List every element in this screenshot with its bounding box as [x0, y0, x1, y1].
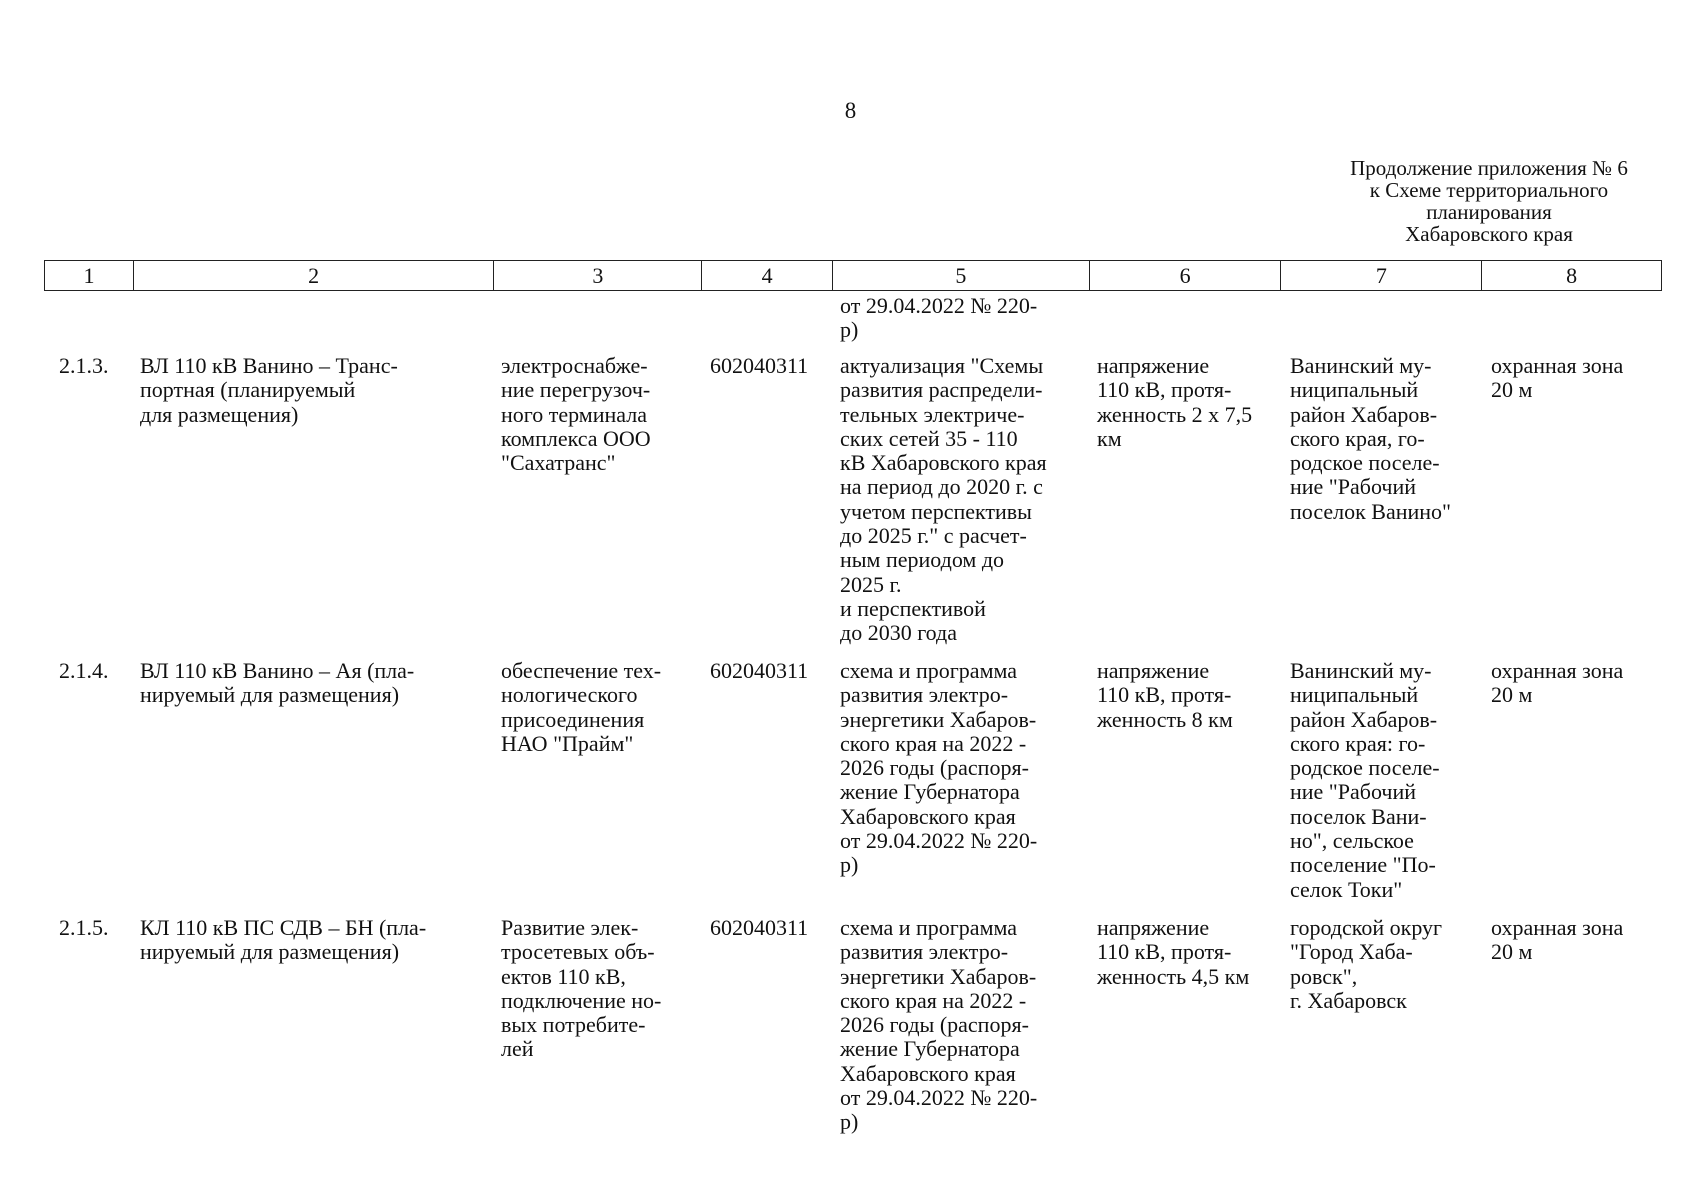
- object-characteristics: напряжение 110 кВ, протя- женность 8 км: [1097, 658, 1233, 732]
- column-header: 1: [45, 261, 134, 290]
- object-purpose: обеспечение тех- нологического присоединения НАО "Прайм": [501, 658, 662, 756]
- appendix-note: [1319, 157, 1659, 245]
- column-header: 7: [1281, 261, 1482, 290]
- continuation-text: от 29.04.2022 № 220- р): [840, 293, 1038, 343]
- object-location: городской округ "Город Хаба- ровск", г. Хабаровск: [1290, 915, 1443, 1013]
- object-code: 602040311: [710, 658, 809, 683]
- page-number: 8: [844, 98, 857, 123]
- object-location: Ванинский му- ниципальный район Хабаров- ского края, го- родское поселе- ние "Рабочий поселок Ванино": [1290, 353, 1452, 524]
- object-name: КЛ 110 кВ ПС СДВ – БН (пла- нируемый для размещения): [140, 915, 427, 965]
- object-purpose: электроснабже- ние перегрузоч- ного терминала комплекса ООО "Сахатранс": [501, 353, 651, 476]
- column-header: 8: [1566, 263, 1578, 288]
- appendix-note-line: Продолжение приложения № 6: [1350, 156, 1628, 180]
- object-name: ВЛ 110 кВ Ванино – Транс- портная (планируемый для размещения): [140, 353, 398, 427]
- object-code: 602040311: [710, 915, 809, 940]
- object-location: Ванинский му- ниципальный район Хабаров- ского края: го- родское поселе- ние "Рабочий поселок Вани- но", сельское поселение "По- селок Токи": [1290, 658, 1440, 902]
- appendix-note-line: Хабаровского края: [1405, 222, 1573, 246]
- object-characteristics: напряжение 110 кВ, протя- женность 4,5 км: [1097, 915, 1250, 989]
- column-header: 2: [134, 261, 495, 290]
- column-header: 6: [1090, 261, 1282, 290]
- basis-document: схема и программа развития электро- энергетики Хабаров- ского края на 2022 - 2026 годы (распоря- жение Губернатора Хабаровского края от 29.04.2022 № 220- р): [840, 658, 1038, 878]
- column-header: 4: [702, 261, 833, 290]
- column-header: 3: [494, 261, 702, 290]
- basis-document: схема и программа развития электро- энергетики Хабаров- ского края на 2022 - 2026 годы (распоря- жение Губернатора Хабаровского края от 29.04.2022 № 220- р): [840, 915, 1038, 1135]
- object-name: ВЛ 110 кВ Ванино – Ая (пла- нируемый для размещения): [140, 658, 415, 708]
- object-purpose: Развитие элек- тросетевых объ- ектов 110 кВ, подключение но- вых потребите- лей: [501, 915, 662, 1062]
- protection-zone: охранная зона 20 м: [1491, 915, 1624, 965]
- column-header-row: [44, 260, 1662, 291]
- appendix-note-line: к Схеме территориального: [1369, 178, 1609, 202]
- row-number: 2.1.5.: [59, 915, 109, 940]
- protection-zone: охранная зона 20 м: [1491, 658, 1624, 708]
- object-characteristics: напряжение 110 кВ, протя- женность 2 х 7,5 км: [1097, 353, 1253, 451]
- basis-document: актуализация "Схемы развития распредели- тельных электриче- ских сетей 35 - 110 кВ Хабаровского края на период до 2020 г. с учетом перспективы до 2025 г." с расчет- ным периодом до 2025 г. и перспективой до 2030 года: [840, 353, 1047, 646]
- row-number: 2.1.4.: [59, 658, 109, 683]
- object-code: 602040311: [710, 353, 809, 378]
- row-number: 2.1.3.: [59, 353, 109, 378]
- column-header: 5: [833, 261, 1090, 290]
- appendix-note-line: планирования: [1426, 200, 1552, 224]
- protection-zone: охранная зона 20 м: [1491, 353, 1624, 403]
